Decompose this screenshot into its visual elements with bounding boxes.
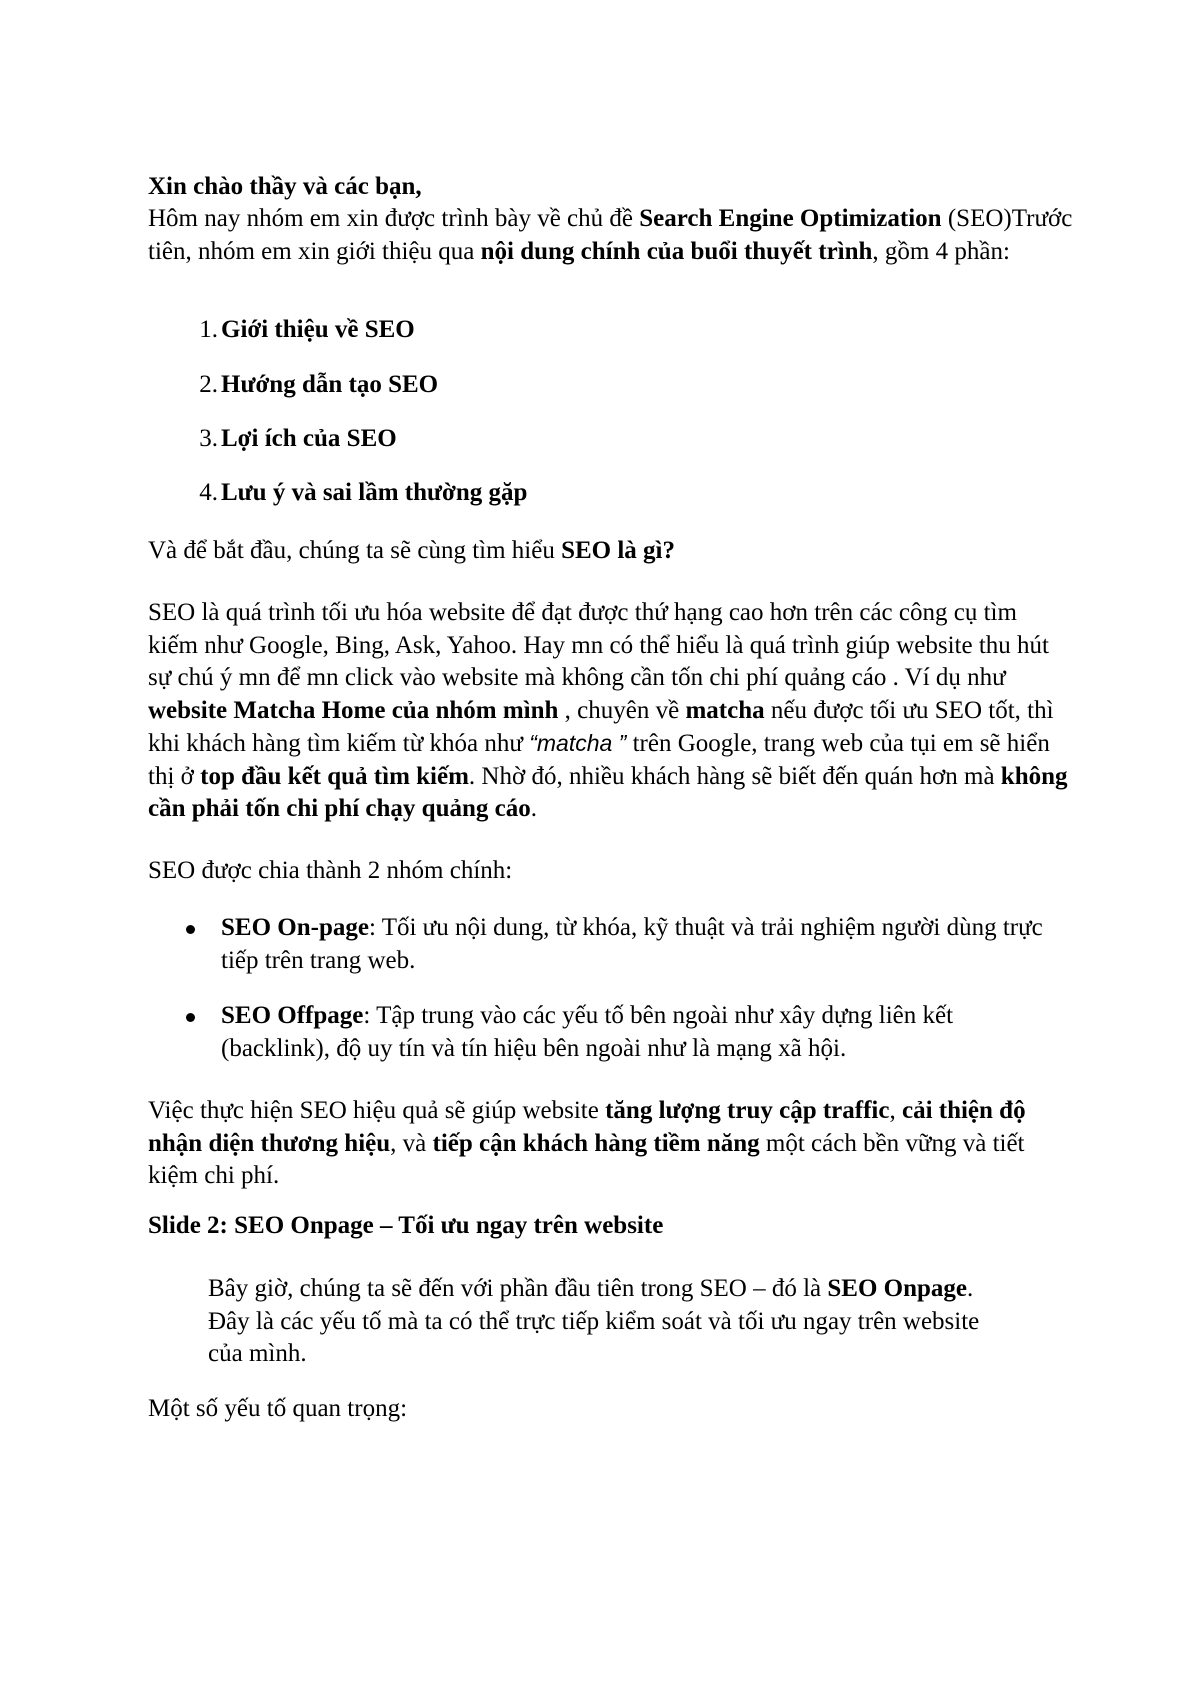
factors-intro: Một số yếu tố quan trọng: (148, 1395, 408, 1422)
intro-paragraph: Hôm nay nhóm em xin được trình bày về chủ đề Search Engine Optimization (SEO)Trước tiên, nhóm em xin giới thiệu qua nội dung chính của buổi thuyết trình, gồm 4 phần: (148, 205, 1073, 265)
greeting: Xin chào thầy và các bạn, (148, 173, 422, 200)
bullet-icon (186, 1013, 195, 1022)
document-page: Xin chào thầy và các bạn, Hôm nay nhóm em xin được trình bày về chủ đề Search Engine Optimization (SEO)Trước tiên, nhóm em xin giới thiệu qua nội dung chính của buổi thuyết trình, gồm 4 phần: 1. Giới thiệu về SEO 2. Hướng dẫn tạo SEO 3. Lợi ích của SEO 4. Lưu ý và sai lầm thường gặp Và để bắt đầu, chúng ta sẽ cùng tìm hiểu SEO là gì? SEO là quá trình tối ưu hóa website để đạt được thứ hạng cao hơn trên các công cụ tìm kiếm như Google, Bing, Ask, Yahoo. Hay mn có thể hiểu là quá trình giúp website thu hút sự chú ý mn để mn click vào website mà không cần tốn chi phí quảng cáo . Ví dụ như website Matcha Home của nhóm mình , chuyên về matcha nếu được tối ưu SEO tốt, thì khi khách hàng tìm kiếm từ khóa như “matcha ” trên Google, trang web của tụi em sẽ hiển thị ở top đầu kết quả tìm kiếm. Nhờ đó, nhiều khách hàng sẽ biết đến quán hơn mà không cần phải tốn chi phí chạy quảng cáo. SEO được chia thành 2 nhóm chính: SEO On-page: Tối ưu nội dung, từ khóa, kỹ thuật và trải nghiệm người dùng trực tiếp trên trang web. SEO Offpage: Tập trung vào các yếu tố bên ngoài như xây dựng liên kết (backlink), độ uy tín và tín hiệu bên ngoài như là mạng xã hội. Việc thực hiện SEO hiệu quả sẽ giúp website tăng lượng truy cập traffic, cải thiện độ nhận diện thương hiệu, và tiếp cận khách hàng tiềm năng một cách bền vững và tiết kiệm chi phí. Slide 2: SEO Onpage – Tối ưu ngay trên website Bây giờ, chúng ta sẽ đến với phần đầu tiên trong SEO – đó là SEO Onpage. Đây là các yếu tố mà ta có thể trực tiếp kiểm soát và tối ưu ngay trên website của mình. Một số yếu tố quan trọng: (0, 0, 1200, 1696)
definition-paragraph: SEO là quá trình tối ưu hóa website để đạt được thứ hạng cao hơn trên các công cụ tìm kiếm như Google, Bing, Ask, Yahoo. Hay mn có thể hiểu là quá trình giúp website thu hút sự chú ý mn để mn click vào website mà không cần tốn chi phí quảng cáo . Ví dụ như website Matcha Home của nhóm mình , chuyên về matcha nếu được tối ưu SEO tốt, thì khi khách hàng tìm kiếm từ khóa như “matcha ” trên Google, trang web của tụi em sẽ hiển thị ở top đầu kết quả tìm kiếm. Nhờ đó, nhiều khách hàng sẽ biết đến quán hơn mà không cần phải tốn chi phí chạy quảng cáo. (148, 599, 1068, 822)
slide2-heading: Slide 2: SEO Onpage – Tối ưu ngay trên website (148, 1212, 664, 1239)
bullet-icon (186, 925, 195, 934)
benefits-paragraph: Việc thực hiện SEO hiệu quả sẽ giúp website tăng lượng truy cập traffic, cải thiện độ nhận diện thương hiệu, và tiếp cận khách hàng tiềm năng một cách bền vững và tiết kiệm chi phí. (148, 1097, 1026, 1189)
slide2-paragraph: Bây giờ, chúng ta sẽ đến với phần đầu tiên trong SEO – đó là SEO Onpage. Đây là các yếu tố mà ta có thể trực tiếp kiểm soát và tối ưu ngay trên website của mình. (208, 1275, 980, 1367)
question-paragraph: Và để bắt đầu, chúng ta sẽ cùng tìm hiểu SEO là gì? (148, 537, 675, 564)
groups-intro: SEO được chia thành 2 nhóm chính: (148, 857, 513, 884)
